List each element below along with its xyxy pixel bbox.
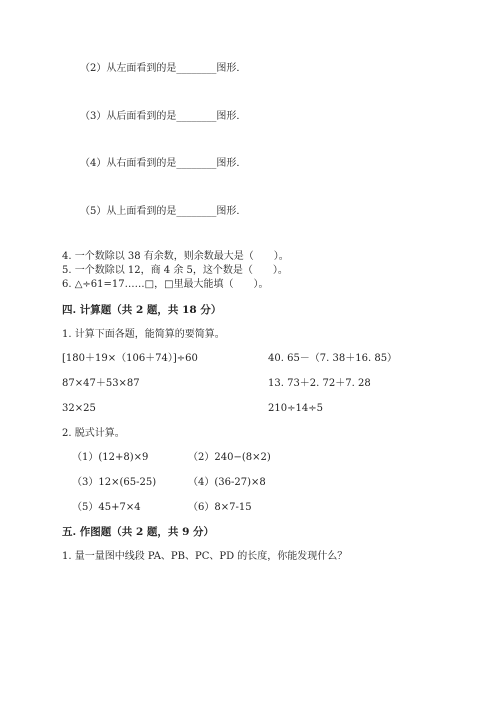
view-question-back: （3）从后面看到的是________图形． [80,111,247,122]
section-heading-calculation: 四. 计算题（共 2 题，共 18 分） [62,304,222,316]
calc-expression: 32×25 [62,403,96,414]
calc-expression: 210÷14÷5 [268,403,323,414]
fill-question-4: 4. 一个数除以 38 有余数，则余数最大是（ ）。 [62,251,289,262]
stepwise-expression: （2）240−(8×2) [188,452,271,463]
calc-expression: 40. 65－（7. 38＋16. 85） [268,353,398,364]
drawing-question-1-label: 1. 量一量图中线段 PA、PB、PC、PD 的长度，你能发现什么？ [62,551,348,562]
calc-question-2-label: 2. 脱式计算。 [62,428,125,439]
fill-question-5: 5. 一个数除以 12，商 4 余 5，这个数是（ ）。 [62,265,288,276]
stepwise-expression: （5）45+7×4 [72,502,141,513]
stepwise-expression: （3）12×(65-25) [72,477,157,488]
section-heading-drawing: 五. 作图题（共 2 题，共 9 分） [62,526,215,538]
calc-expression: [180＋19×（106＋74）]÷60 [62,353,198,364]
view-question-top: （5）从上面看到的是________图形． [80,206,247,217]
calc-expression: 87×47＋53×87 [62,378,140,389]
stepwise-expression: （6）8×7-15 [188,502,252,513]
calc-expression: 13. 73＋2. 72＋7. 28 [268,378,371,389]
view-question-left: （2）从左面看到的是________图形． [80,63,247,74]
calc-question-1-label: 1. 计算下面各题，能简算的要简算。 [62,329,225,340]
fill-question-6: 6. △÷61=17……□，□里最大能填（ ）。 [62,279,269,290]
view-question-right: （4）从右面看到的是________图形． [80,158,247,169]
stepwise-expression: （1）(12+8)×9 [72,452,149,463]
stepwise-expression: （4）(36-27)×8 [188,477,266,488]
